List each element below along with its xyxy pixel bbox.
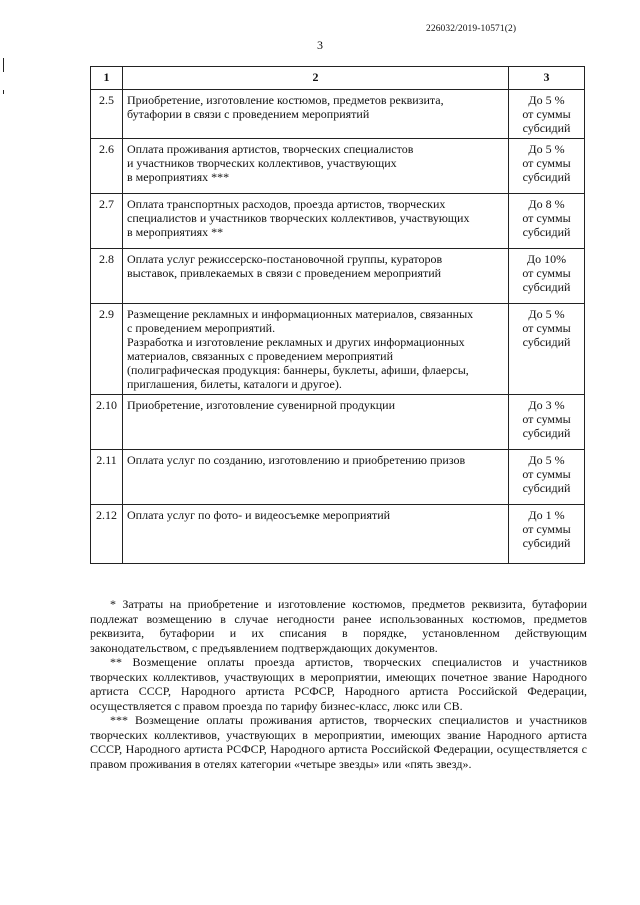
row-description: Оплата услуг по созданию, изготовлению и приобретению призов	[123, 450, 509, 505]
row-number: 2.5	[91, 90, 123, 139]
table-row	[91, 249, 585, 304]
footnote: * Затраты на приобретение и изготовление костюмов, предметов реквизита, бутафории подлежат возмещению в случае негодности ранее использованных костюмов, предметов реквизита, бутафории и их списания в порядке, установленном действующим законодательством, с предъявлением подтверждающих документов.	[90, 597, 587, 655]
table-row	[91, 395, 585, 450]
row-description: Оплата услуг по фото- и видеосъемке мероприятий	[123, 505, 509, 564]
row-description: Размещение рекламных и информационных материалов, связанных с проведением мероприятий. Разработка и изготовление рекламных и других информационных материалов, связанных с проведением мероприятий (полиграфическая продукция: баннеры, буклеты, афиши, флаерсы, приглашения, билеты, каталоги и другое).	[123, 304, 509, 395]
margin-mark	[3, 90, 4, 94]
margin-mark	[3, 58, 4, 72]
table-row	[91, 194, 585, 249]
row-limit: До 1 % от суммы субсидий	[509, 505, 585, 564]
column-header-3: 3	[509, 67, 585, 90]
row-limit: До 8 % от суммы субсидий	[509, 194, 585, 249]
row-description: Оплата проживания артистов, творческих специалистов и участников творческих коллективов, участвующих в мероприятиях ***	[123, 139, 509, 194]
row-description: Оплата услуг режиссерско-постановочной группы, кураторов выставок, привлекаемых в связи с проведением мероприятий	[123, 249, 509, 304]
table-row	[91, 505, 585, 564]
column-header-1: 1	[91, 67, 123, 90]
footnote: ** Возмещение оплаты проезда артистов, творческих специалистов и участников творческих коллективов, участвующих в мероприятии, имеющих почетное звание Народного артиста СССР, Народного артиста РСФСР, Народного артиста Российской Федерации, осуществляется с правом проезда по тарифу бизнес-класс, люкс или СВ.	[90, 655, 587, 713]
row-description: Приобретение, изготовление сувенирной продукции	[123, 395, 509, 450]
row-description: Приобретение, изготовление костюмов, предметов реквизита, бутафории в связи с проведением мероприятий	[123, 90, 509, 139]
row-limit: До 5 % от суммы субсидий	[509, 90, 585, 139]
expenses-table	[90, 66, 585, 564]
row-limit: До 10% от суммы субсидий	[509, 249, 585, 304]
table-row	[91, 304, 585, 395]
table-row	[91, 90, 585, 139]
row-description: Оплата транспортных расходов, проезда артистов, творческих специалистов и участников творческих коллективов, участвующих в мероприятиях **	[123, 194, 509, 249]
footnote: *** Возмещение оплаты проживания артистов, творческих специалистов и участников творческих коллективов, участвующих в мероприятии, имеющих звание Народного артиста СССР, Народного артиста РСФСР, Народного артиста Российской Федерации, осуществляется с правом проживания в отелях категории «четыре звезды» или «пять звезд».	[90, 713, 587, 771]
row-limit: До 3 % от суммы субсидий	[509, 395, 585, 450]
row-number: 2.8	[91, 249, 123, 304]
table-row	[91, 139, 585, 194]
row-number: 2.12	[91, 505, 123, 564]
page-number: 3	[317, 38, 323, 52]
table-row	[91, 450, 585, 505]
row-limit: До 5 % от суммы субсидий	[509, 450, 585, 505]
footnotes	[90, 597, 587, 771]
row-number: 2.7	[91, 194, 123, 249]
row-limit: До 5 % от суммы субсидий	[509, 304, 585, 395]
row-number: 2.10	[91, 395, 123, 450]
row-limit: До 5 % от суммы субсидий	[509, 139, 585, 194]
table-header-row	[91, 67, 585, 90]
row-number: 2.11	[91, 450, 123, 505]
column-header-2: 2	[123, 67, 509, 90]
document-id: 226032/2019-10571(2)	[426, 24, 517, 34]
row-number: 2.6	[91, 139, 123, 194]
row-number: 2.9	[91, 304, 123, 395]
